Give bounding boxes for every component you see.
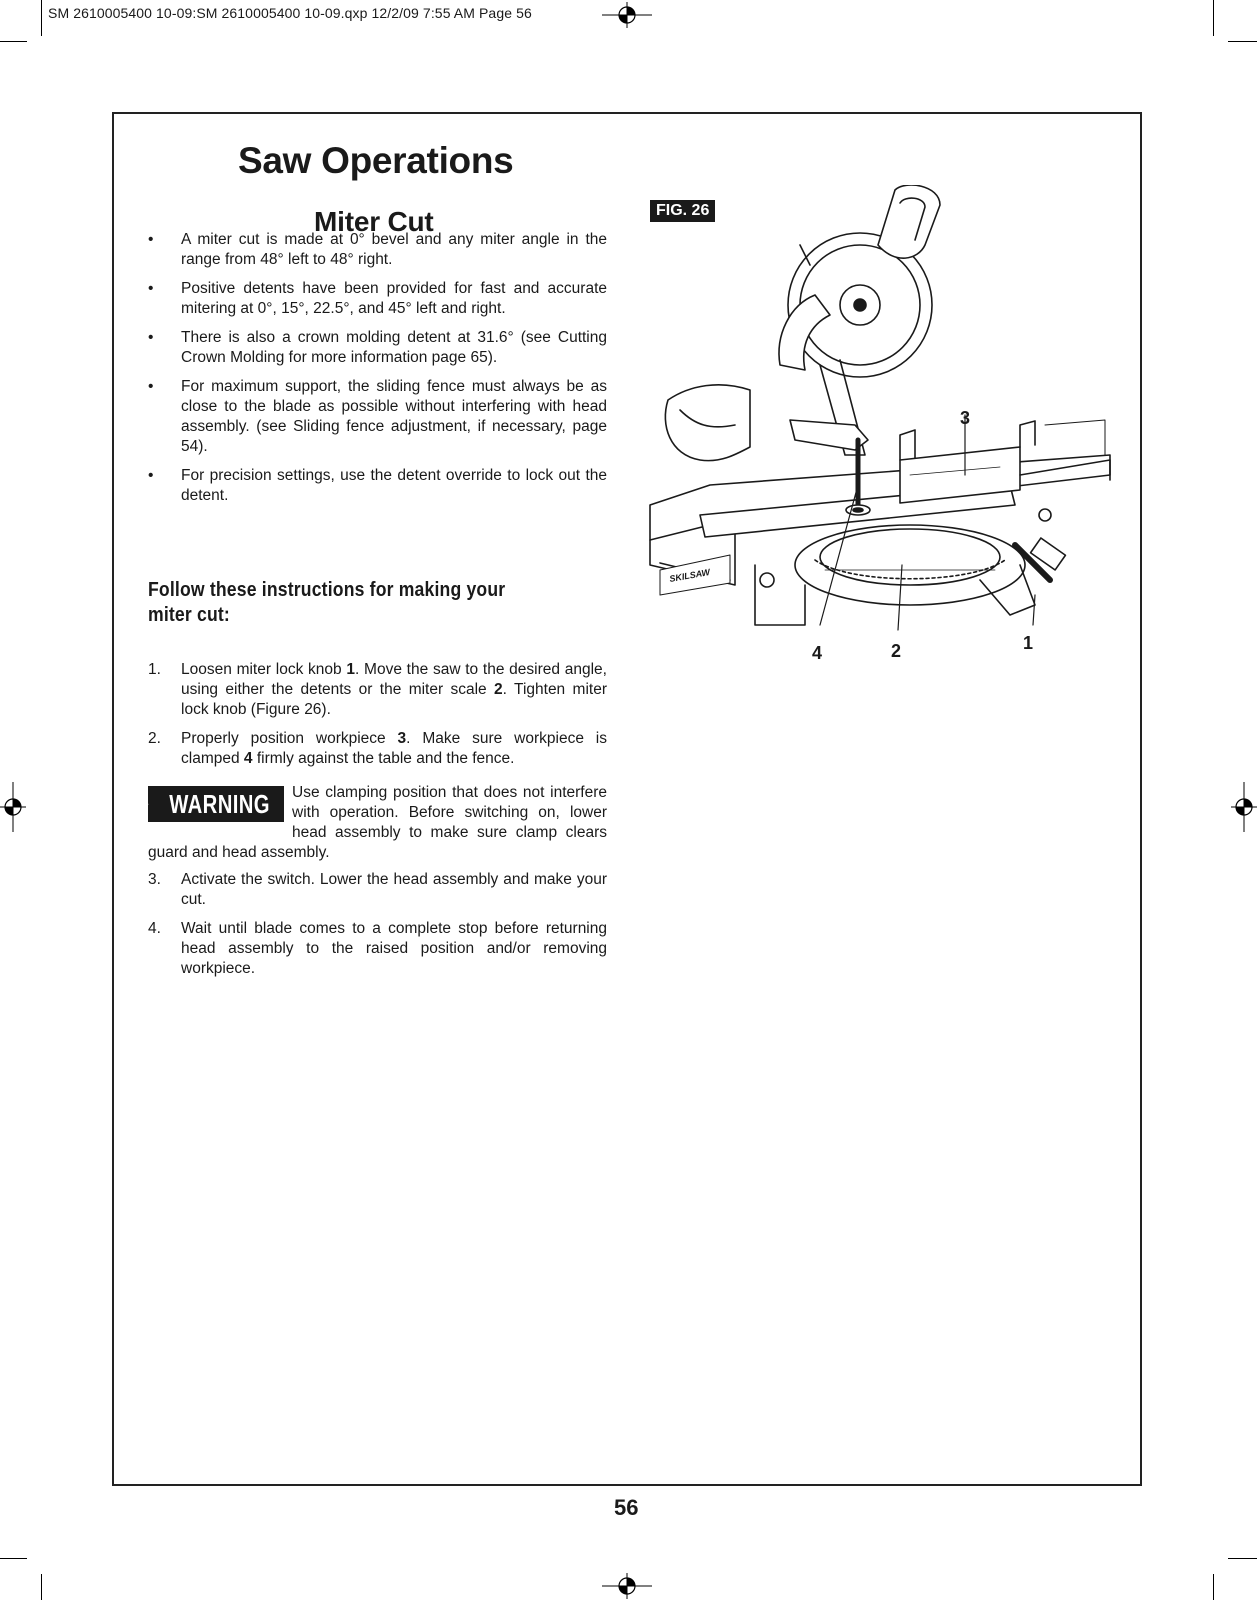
warning-label [148,786,284,822]
list-item [148,279,607,319]
registration-mark-icon [602,2,652,28]
step-item: 4. Wait until blade comes to a complete stop before returning head assembly to the raised position and/or removing workpiece. [148,920,607,977]
brand-text: SKILSAW [668,566,711,584]
callout-label: 3 [960,408,971,428]
step-item: 3. Activate the switch. Lower the head assembly and make your cut. [148,871,607,908]
step-number: 4. [148,920,161,937]
registration-mark-icon [602,1573,652,1599]
step-number: 1. [148,661,161,678]
bullet: • [148,467,154,484]
figure-label: FIG. 26 [650,200,715,222]
bullet-text: For maximum support, the sliding fence must always be as close to the blade as possible without interfering with head assembly. (see Sliding fence adjustment, if necessary, page 54). [181,378,607,455]
callout-label: 4 [812,643,823,663]
bullet-text: There is also a crown molding detent at 31.6° (see Cutting Crown Molding for more information page 65). [181,329,607,366]
section-title: Miter Cut [314,206,434,237]
crop-mark [41,0,42,36]
list-item [148,377,607,457]
page-title: Saw Operations [238,140,514,181]
steps-list [148,660,607,778]
callout-label: 2 [891,641,902,661]
bullet: • [148,329,154,346]
step-item: 1. Loosen miter lock knob 1. Move the saw to the desired angle, using either the detents or the miter scale 2. Tighten miter lock knob (Figure 26). [148,661,607,718]
registration-mark-icon [1231,782,1257,832]
list-item [148,466,607,506]
callout-label: 1 [1023,633,1034,653]
miter-saw-illustration [640,185,1120,665]
step-number: 2. [148,730,161,747]
bullet: • [148,231,154,248]
crop-mark [41,1574,42,1600]
warning-word: WARNING [169,789,270,819]
crop-mark [0,41,27,42]
registration-mark-icon [0,782,26,832]
bullet-text: Positive detents have been provided for fast and accurate mitering at 0°, 15°, 22.5°, and 45° left and right. [181,280,607,317]
list-item [148,328,607,368]
list-item [148,230,607,270]
instructions-heading: Follow these instructions for making your miter cut: [148,579,506,626]
crop-mark [1213,0,1214,36]
warning-block [148,783,607,863]
print-slug: SM 2610005400 10-09:SM 2610005400 10-09.qxp 12/2/09 7:55 AM Page 56 [48,5,532,21]
crop-mark [1228,1558,1257,1559]
page-number: 56 [614,1495,639,1520]
bullet-list [148,230,607,515]
warning-text: Use clamping position that does not interfere with operation. Before switching on, lower head assembly to make sure clamp clears guard and head assembly. [148,784,607,861]
bullet: • [148,280,154,297]
crop-mark [1228,41,1257,42]
warning-triangle-icon [148,793,149,815]
crop-mark [1213,1574,1214,1600]
bullet: • [148,378,154,395]
bullet-text: For precision settings, use the detent override to lock out the detent. [181,467,607,504]
step-item: 2. Properly position workpiece 3. Make sure workpiece is clamped 4 firmly against the table and the fence. [148,730,608,767]
step-number: 3. [148,871,161,888]
crop-mark [0,1558,27,1559]
bullet-text: A miter cut is made at 0° bevel and any miter angle in the range from 48° left to 48° right. [181,231,607,268]
steps-list-2 [148,870,607,988]
